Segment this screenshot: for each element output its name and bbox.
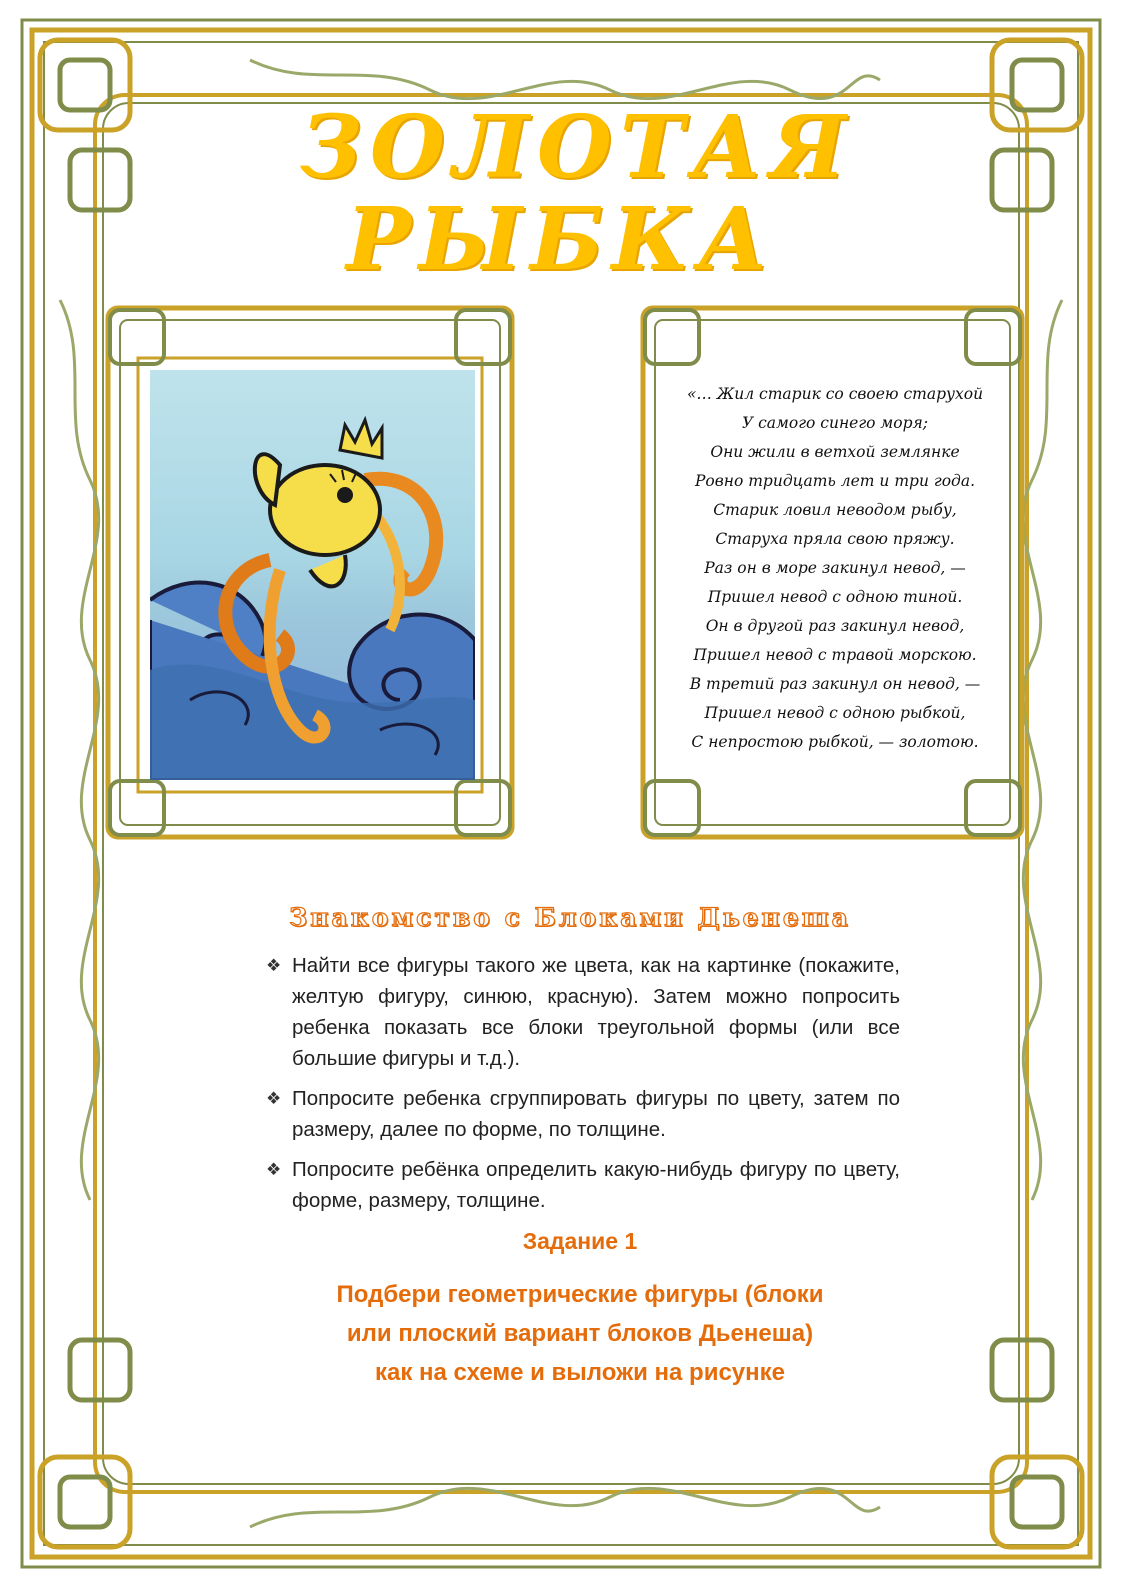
instruction-text: Попросите ребенка сгруппировать фигуры по цвету, затем по размеру, далее по форме, по толщине. — [292, 1087, 900, 1141]
page-title-line-2: РЫБКА — [346, 189, 776, 290]
page-title-line-1: ЗОЛОТАЯ — [300, 97, 854, 198]
poem-line: Раз он в море закинул невод, — — [704, 559, 966, 577]
diamond-bullet-icon: ❖ — [266, 956, 282, 975]
instruction-text: Найти все фигуры такого же цвета, как на картинке (покажите, желтую фигуру, синюю, красную). Затем можно попросить ребенка показать все блоки треугольной формы (или все большие фигуры и т.д.). — [292, 954, 900, 1070]
task-line: как на схеме и выложи на рисунке — [375, 1359, 785, 1386]
instruction-list — [266, 950, 900, 1225]
instruction-item — [266, 1083, 900, 1145]
diamond-bullet-icon: ❖ — [266, 1089, 282, 1108]
poem-line: «… Жил старик со своею старухой — [686, 385, 984, 403]
poem-line: С непростою рыбкой, — золотою. — [691, 733, 979, 751]
poem-text — [660, 380, 1010, 757]
poem-panel — [635, 300, 1030, 845]
poem-line: Они жили в ветхой землянке — [710, 443, 960, 461]
poem-line: Пришел невод с травой морскою. — [693, 646, 977, 664]
task-text — [260, 1275, 900, 1392]
poem-line: Старуха пряла свою пряжу. — [715, 530, 955, 548]
illustration-panel — [100, 300, 520, 845]
poem-line: Пришел невод с одною рыбкой, — [704, 704, 966, 722]
diamond-bullet-icon: ❖ — [266, 1160, 282, 1179]
poem-line: У самого синего моря; — [741, 414, 929, 432]
task-line: Подбери геометрические фигуры (блоки — [336, 1281, 824, 1308]
section-title: Знакомство с Блоками Дьенеша — [289, 903, 851, 932]
poem-line: Пришел невод с одною тиной. — [707, 588, 963, 606]
instruction-item — [266, 950, 900, 1074]
task-line: или плоский вариант блоков Дьенеша) — [346, 1320, 814, 1347]
instruction-item — [266, 1154, 900, 1216]
poem-line: В третий раз закинул он невод, — — [689, 675, 981, 693]
golden-fish-painting — [150, 370, 475, 780]
poem-line: Ровно тридцать лет и три года. — [694, 472, 976, 490]
task-heading: Задание 1 — [522, 1228, 638, 1254]
poem-line: Старик ловил неводом рыбу, — [713, 501, 957, 519]
instruction-text: Попросите ребёнка определить какую-нибудь фигуру по цвету, форме, размеру, толщине. — [292, 1158, 900, 1212]
poem-line: Он в другой раз закинул невод, — [705, 617, 965, 635]
golden-fish-painting-icon — [150, 370, 475, 780]
